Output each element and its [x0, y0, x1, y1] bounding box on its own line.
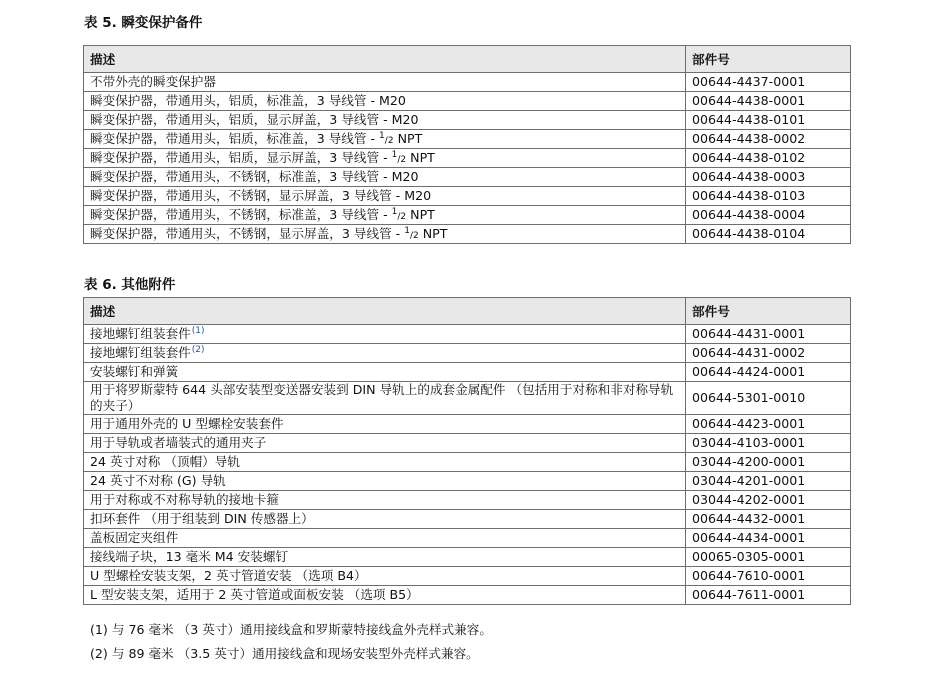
part-number-cell: 00644-4438-0002: [686, 130, 851, 149]
description-cell: [84, 491, 686, 510]
description-cell: [84, 225, 686, 244]
description-cell: [84, 548, 686, 567]
description-text: 不带外壳的瞬变保护器: [90, 74, 216, 89]
description-cell: [84, 472, 686, 491]
part-number-cell: 00644-4438-0104: [686, 225, 851, 244]
fraction-slash: /: [384, 136, 388, 146]
table-row: [84, 548, 851, 567]
fraction-slash: /: [397, 212, 401, 222]
description-text: 瞬变保护器，带通用头，不锈钢，显示屏盖，3 导线管 -: [90, 226, 405, 241]
description-cell: [84, 130, 686, 149]
part-number-cell: 00644-4438-0003: [686, 168, 851, 187]
description-cell: [84, 453, 686, 472]
description-cell: [84, 344, 686, 363]
description-text: 瞬变保护器，带通用头，不锈钢，标准盖，3 导线管 -: [90, 207, 392, 222]
description-text: 瞬变保护器，带通用头，铝质，显示屏盖，3 导线管 - M20: [90, 112, 419, 127]
footnote-2: (2) 与 89 毫米 （3.5 英寸）通用接线盒和现场安装型外壳样式兼容。: [90, 646, 479, 661]
description-cell: [84, 529, 686, 548]
description-cell: [84, 168, 686, 187]
table-row: [84, 382, 851, 415]
description-text: 用于导轨或者墙装式的通用夹子: [90, 435, 267, 450]
part-number-cell: 00065-0305-0001: [686, 548, 851, 567]
fraction-numerator: 1: [391, 206, 398, 217]
description-text: 瞬变保护器，带通用头，铝质，显示屏盖，3 导线管 -: [90, 150, 392, 165]
table-row: [84, 344, 851, 363]
table-row: [84, 187, 851, 206]
column-header-description: 描述: [84, 298, 686, 325]
table6-body: [84, 325, 851, 605]
description-cell: [84, 92, 686, 111]
part-number-cell: 03044-4201-0001: [686, 472, 851, 491]
description-suffix: NPT: [418, 226, 448, 241]
description-suffix: NPT: [393, 131, 423, 146]
part-number-cell: 03044-4103-0001: [686, 434, 851, 453]
table-row: [84, 491, 851, 510]
column-header-description: 描述: [84, 46, 686, 73]
table-row: [84, 149, 851, 168]
part-number-cell: 00644-4434-0001: [686, 529, 851, 548]
description-text: 24 英寸对称 （顶帽）导轨: [90, 454, 240, 469]
description-cell: [84, 325, 686, 344]
part-number-cell: 00644-4438-0004: [686, 206, 851, 225]
description-text: L 型安装支架，适用于 2 英寸管道或面板安装 （选项 B5）: [90, 587, 419, 602]
table6-other-accessories: [83, 297, 851, 605]
table-row: [84, 73, 851, 92]
fraction-numerator: 1: [404, 225, 410, 236]
description-text: 接地螺钉组装套件: [90, 326, 191, 341]
table-row: [84, 472, 851, 491]
description-text: 盖板固定夹组件: [90, 530, 179, 545]
table-row: [84, 415, 851, 434]
table-row: [84, 168, 851, 187]
description-cell: [84, 434, 686, 453]
part-number-cell: 00644-4438-0102: [686, 149, 851, 168]
table-row: [84, 510, 851, 529]
part-number-cell: 00644-4424-0001: [686, 363, 851, 382]
part-number-cell: 00644-4431-0001: [686, 325, 851, 344]
table-row: [84, 325, 851, 344]
description-text: 24 英寸不对称 (G) 导轨: [90, 473, 226, 488]
part-number-cell: 00644-4438-0101: [686, 111, 851, 130]
table-row: [84, 111, 851, 130]
description-text: 接线端子块，13 毫米 M4 安装螺钉: [90, 549, 289, 564]
table-header-row: [84, 298, 851, 325]
description-cell: [84, 149, 686, 168]
part-number-cell: 00644-7611-0001: [686, 586, 851, 605]
description-cell: [84, 187, 686, 206]
table-row: [84, 434, 851, 453]
description-text: 瞬变保护器，带通用头，不锈钢，标准盖，3 导线管 - M20: [90, 169, 419, 184]
table5-transient-protector-parts: [83, 45, 851, 244]
table-row: [84, 225, 851, 244]
part-number-cell: 00644-7610-0001: [686, 567, 851, 586]
description-text: 瞬变保护器，带通用头，铝质，标准盖，3 导线管 -: [90, 131, 380, 146]
description-cell: [84, 206, 686, 225]
table6-caption: 表 6. 其他附件: [84, 277, 176, 293]
description-suffix: NPT: [406, 207, 435, 222]
description-cell: [84, 382, 686, 415]
table-row: [84, 130, 851, 149]
table-row: [84, 529, 851, 548]
table5-body: [84, 73, 851, 244]
fraction-slash: /: [397, 155, 401, 165]
table-row: [84, 363, 851, 382]
fraction-denominator: 2: [387, 136, 394, 146]
description-text: 接地螺钉组装套件: [90, 345, 191, 360]
part-number-cell: 00644-4437-0001: [686, 73, 851, 92]
column-header-part-number: 部件号: [686, 298, 851, 325]
description-text: U 型螺栓安装支架，2 英寸管道安装 （选项 B4）: [90, 568, 367, 583]
description-cell: [84, 567, 686, 586]
fraction-denominator: 2: [400, 212, 407, 222]
description-text: 用于对称或不对称导轨的接地卡箍: [90, 492, 279, 507]
table-row: [84, 567, 851, 586]
description-text: 瞬变保护器，带通用头，铝质，标准盖，3 导线管 - M20: [90, 93, 406, 108]
fraction-denominator: 2: [400, 155, 407, 165]
footnote-ref-link[interactable]: (2): [191, 344, 205, 355]
footnote-1: (1) 与 76 毫米 （3 英寸）通用接线盒和罗斯蒙特接线盒外壳样式兼容。: [90, 622, 492, 637]
description-suffix: NPT: [406, 150, 435, 165]
column-header-part-number: 部件号: [686, 46, 851, 73]
description-cell: [84, 111, 686, 130]
description-cell: [84, 415, 686, 434]
fraction-numerator: 1: [391, 149, 398, 160]
part-number-cell: 00644-4438-0001: [686, 92, 851, 111]
description-cell: [84, 510, 686, 529]
fraction-denominator: 2: [413, 231, 419, 241]
table-row: [84, 92, 851, 111]
description-text: 用于通用外壳的 U 型螺栓安装套件: [90, 416, 284, 431]
table-row: [84, 206, 851, 225]
description-text: 用于将罗斯蒙特 644 头部安装型变送器安装到 DIN 导轨上的成套金属配件 （包括用于对称和非对称导轨的夹子）: [90, 382, 674, 413]
part-number-cell: 03044-4202-0001: [686, 491, 851, 510]
part-number-cell: 00644-4432-0001: [686, 510, 851, 529]
table-header-row: [84, 46, 851, 73]
fraction-slash: /: [409, 231, 414, 241]
part-number-cell: 00644-5301-0010: [686, 382, 851, 415]
fraction-numerator: 1: [379, 130, 385, 141]
table-row: [84, 586, 851, 605]
description-text: 瞬变保护器，带通用头，不锈钢，显示屏盖，3 导线管 - M20: [90, 188, 432, 203]
description-cell: [84, 363, 686, 382]
description-text: 扣环套件 （用于组装到 DIN 传感器上）: [90, 511, 314, 526]
part-number-cell: 00644-4431-0002: [686, 344, 851, 363]
footnote-ref-link[interactable]: (1): [191, 325, 205, 336]
table5-caption: 表 5. 瞬变保护备件: [84, 15, 203, 31]
description-cell: [84, 586, 686, 605]
description-cell: [84, 73, 686, 92]
part-number-cell: 03044-4200-0001: [686, 453, 851, 472]
part-number-cell: 00644-4423-0001: [686, 415, 851, 434]
description-text: 安装螺钉和弹簧: [90, 364, 179, 379]
part-number-cell: 00644-4438-0103: [686, 187, 851, 206]
table-row: [84, 453, 851, 472]
